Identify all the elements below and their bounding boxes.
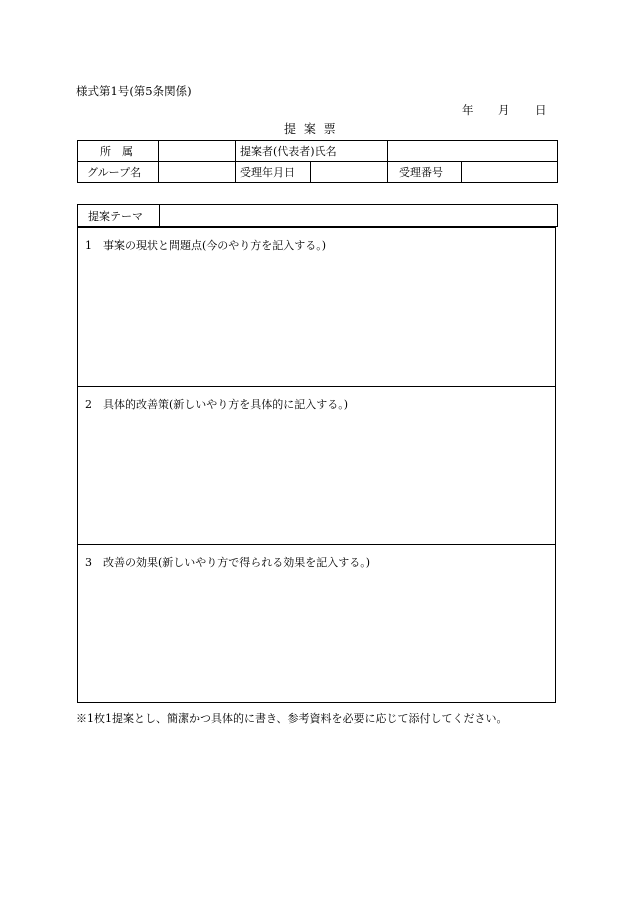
improvement-plan-label: 2 具体的改善策(新しいやり方を具体的に記入する。) xyxy=(85,398,349,411)
improvement-effect-section[interactable] xyxy=(77,544,556,703)
affiliation-label: 所 属 xyxy=(78,141,159,162)
date-day-label: 日 xyxy=(535,103,547,117)
group-name-label: グループ名 xyxy=(78,162,159,183)
proposer-name-field[interactable] xyxy=(388,141,558,162)
affiliation-field[interactable] xyxy=(159,141,236,162)
date-month-label: 月 xyxy=(498,103,510,117)
current-issues-section[interactable] xyxy=(77,227,556,387)
current-issues-label: 1 事案の現状と問題点(今のやり方を記入する。) xyxy=(85,239,327,252)
page-title: 提 案 票 xyxy=(284,122,338,136)
received-number-label: 受理番号 xyxy=(388,162,462,183)
date-year-label: 年 xyxy=(462,103,474,117)
improvement-plan-section[interactable] xyxy=(77,386,556,545)
group-name-field[interactable] xyxy=(159,162,236,183)
footer-note: ※1枚1提案とし、簡潔かつ具体的に書き、参考資料を必要に応じて添付してください。 xyxy=(76,712,508,725)
theme-table xyxy=(77,204,558,227)
received-date-label: 受理年月日 xyxy=(236,162,311,183)
proposal-theme-field[interactable] xyxy=(160,205,558,227)
received-number-field[interactable] xyxy=(462,162,558,183)
received-date-field[interactable] xyxy=(311,162,388,183)
table-row xyxy=(78,205,558,227)
table-row xyxy=(78,162,558,183)
proposal-theme-label: 提案テーマ xyxy=(78,205,160,227)
improvement-effect-label: 3 改善の効果(新しいやり方で得られる効果を記入する。) xyxy=(85,556,371,569)
info-table xyxy=(77,140,558,183)
proposer-name-label: 提案者(代表者)氏名 xyxy=(236,141,388,162)
form-number: 様式第1号(第5条関係) xyxy=(76,84,192,98)
table-row xyxy=(78,141,558,162)
